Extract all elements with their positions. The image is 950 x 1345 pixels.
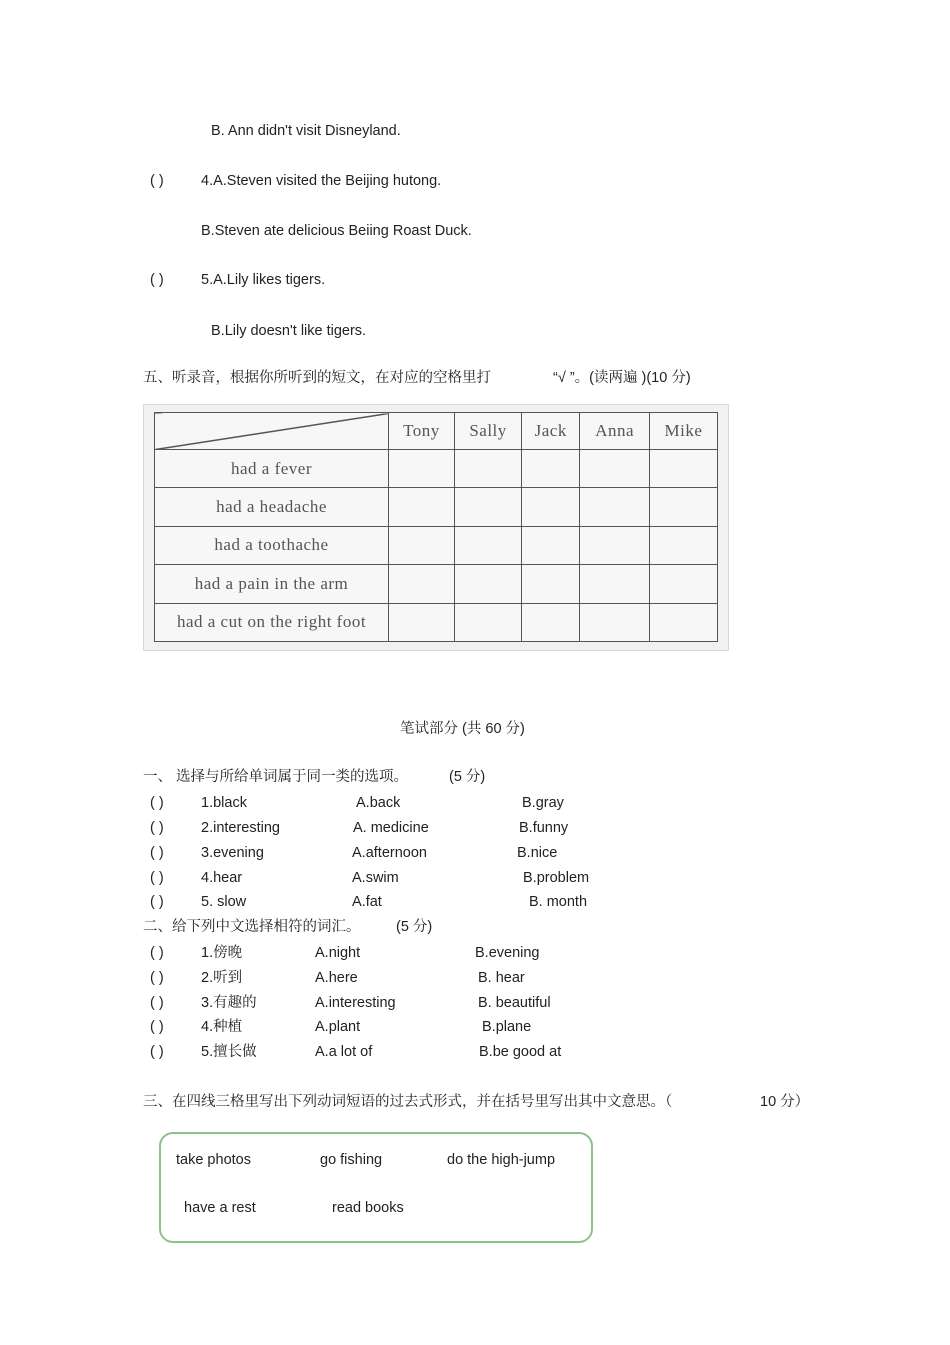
option-b: B.funny bbox=[519, 820, 569, 836]
option-a: A.a lot of bbox=[315, 1044, 373, 1060]
option-b: B.evening bbox=[475, 945, 540, 961]
option-a: A.fat bbox=[352, 894, 382, 910]
option-a: A.afternoon bbox=[352, 845, 427, 861]
section1-score: (5 分) bbox=[449, 769, 486, 785]
table-row bbox=[155, 488, 718, 526]
check-cell[interactable] bbox=[454, 565, 521, 603]
option-b: B.be good at bbox=[479, 1044, 562, 1060]
table-row bbox=[155, 603, 718, 641]
option-b: B. beautiful bbox=[478, 995, 551, 1011]
row-label: had a fever bbox=[155, 450, 389, 488]
option-4a: 4.A.Steven visited the Beijing hutong. bbox=[201, 173, 442, 189]
check-cell[interactable] bbox=[389, 603, 455, 641]
question-word: 2.听到 bbox=[201, 970, 243, 986]
option-a: A.swim bbox=[352, 870, 399, 886]
phrase-item: do the high-jump bbox=[447, 1152, 556, 1168]
table-row bbox=[155, 450, 718, 488]
section5-heading-tail: “√ ”。(读两遍 )(10 分) bbox=[553, 370, 691, 386]
question-word: 5.擅长做 bbox=[201, 1044, 257, 1060]
question-word: 3.evening bbox=[201, 845, 264, 861]
check-cell[interactable] bbox=[649, 488, 717, 526]
check-cell[interactable] bbox=[649, 526, 717, 564]
answer-paren[interactable]: ( ) bbox=[150, 970, 164, 986]
option-a: A.interesting bbox=[315, 995, 396, 1011]
check-cell[interactable] bbox=[522, 526, 580, 564]
section2-heading: 二、给下列中文选择相符的词汇。 bbox=[143, 919, 361, 935]
answer-paren[interactable]: ( ) bbox=[150, 795, 164, 811]
option-a: A. medicine bbox=[353, 820, 429, 836]
table-header-row bbox=[155, 413, 718, 450]
section2-score: (5 分) bbox=[396, 919, 433, 935]
check-cell[interactable] bbox=[389, 526, 455, 564]
check-cell[interactable] bbox=[580, 526, 650, 564]
row-label: had a cut on the right foot bbox=[155, 603, 389, 641]
row-label: had a headache bbox=[155, 488, 389, 526]
check-cell[interactable] bbox=[454, 526, 521, 564]
option-b: B.nice bbox=[517, 845, 558, 861]
option-4b: B.Steven ate delicious Beiing Roast Duck. bbox=[201, 223, 472, 239]
check-cell[interactable] bbox=[522, 450, 580, 488]
check-cell[interactable] bbox=[522, 565, 580, 603]
section1-heading: 一、 选择与所给单词属于同一类的选项。 bbox=[143, 769, 409, 785]
option-b: B.gray bbox=[522, 795, 564, 811]
check-cell[interactable] bbox=[389, 565, 455, 603]
row-label: had a pain in the arm bbox=[155, 565, 389, 603]
option-a: A.night bbox=[315, 945, 361, 961]
answer-paren[interactable]: ( ) bbox=[150, 894, 164, 910]
check-cell[interactable] bbox=[580, 603, 650, 641]
column-header-sally: Sally bbox=[454, 413, 521, 450]
option-a: A.here bbox=[315, 970, 358, 986]
check-cell[interactable] bbox=[389, 488, 455, 526]
checklist-table bbox=[154, 412, 718, 642]
question-word: 5. slow bbox=[201, 894, 247, 910]
check-cell[interactable] bbox=[649, 450, 717, 488]
question-word: 1.black bbox=[201, 795, 247, 811]
column-header-tony: Tony bbox=[389, 413, 455, 450]
question-word: 3.有趣的 bbox=[201, 995, 257, 1011]
table-row bbox=[155, 565, 718, 603]
question-word: 2.interesting bbox=[201, 820, 280, 836]
column-header-jack: Jack bbox=[522, 413, 580, 450]
answer-paren[interactable]: ( ) bbox=[150, 870, 164, 886]
check-cell[interactable] bbox=[454, 450, 521, 488]
table-row bbox=[155, 526, 718, 564]
phrase-item: take photos bbox=[176, 1152, 251, 1168]
option-b: B. month bbox=[529, 894, 588, 910]
answer-paren[interactable]: ( ) bbox=[150, 1019, 164, 1035]
section3-score: 10 分） bbox=[760, 1094, 810, 1110]
option-b: B.problem bbox=[523, 870, 590, 886]
phrase-item: have a rest bbox=[184, 1200, 256, 1216]
column-header-mike: Mike bbox=[649, 413, 717, 450]
check-cell[interactable] bbox=[522, 488, 580, 526]
check-cell[interactable] bbox=[649, 565, 717, 603]
option-a: A.back bbox=[356, 795, 401, 811]
check-cell[interactable] bbox=[454, 488, 521, 526]
answer-paren[interactable]: ( ) bbox=[150, 995, 164, 1011]
answer-paren-5[interactable]: ( ) bbox=[150, 272, 164, 288]
check-cell[interactable] bbox=[580, 488, 650, 526]
phrase-item: read books bbox=[332, 1200, 404, 1216]
table-corner-cell bbox=[155, 413, 389, 450]
column-header-anna: Anna bbox=[580, 413, 650, 450]
option-5b: B.Lily doesn't like tigers. bbox=[211, 323, 367, 339]
section3-heading: 三、在四线三格里写出下列动词短语的过去式形式，并在括号里写出其中文意思。（ bbox=[143, 1094, 673, 1110]
answer-paren[interactable]: ( ) bbox=[150, 820, 164, 836]
phrase-box bbox=[159, 1132, 593, 1243]
option-b: B.plane bbox=[482, 1019, 532, 1035]
question-word: 4.hear bbox=[201, 870, 243, 886]
section5-heading: 五、听录音，根据你所听到的短文，在对应的空格里打 bbox=[143, 370, 491, 386]
answer-paren-4[interactable]: ( ) bbox=[150, 173, 164, 189]
answer-paren[interactable]: ( ) bbox=[150, 945, 164, 961]
check-cell[interactable] bbox=[389, 450, 455, 488]
answer-paren[interactable]: ( ) bbox=[150, 1044, 164, 1060]
option-a: A.plant bbox=[315, 1019, 361, 1035]
check-cell[interactable] bbox=[580, 450, 650, 488]
option-3b: B. Ann didn't visit Disneyland. bbox=[211, 123, 401, 139]
answer-paren[interactable]: ( ) bbox=[150, 845, 164, 861]
phrase-item: go fishing bbox=[320, 1152, 383, 1168]
option-5a: 5.A.Lily likes tigers. bbox=[201, 272, 326, 288]
check-cell[interactable] bbox=[580, 565, 650, 603]
option-b: B. hear bbox=[478, 970, 525, 986]
question-word: 4.种植 bbox=[201, 1019, 243, 1035]
check-cell[interactable] bbox=[454, 603, 521, 641]
row-label: had a toothache bbox=[155, 526, 389, 564]
written-part-title: 笔试部分 (共 60 分) bbox=[400, 721, 525, 737]
checklist-table-photo bbox=[143, 404, 729, 651]
check-cell[interactable] bbox=[649, 603, 717, 641]
check-cell[interactable] bbox=[522, 603, 580, 641]
question-word: 1.傍晚 bbox=[201, 945, 243, 961]
